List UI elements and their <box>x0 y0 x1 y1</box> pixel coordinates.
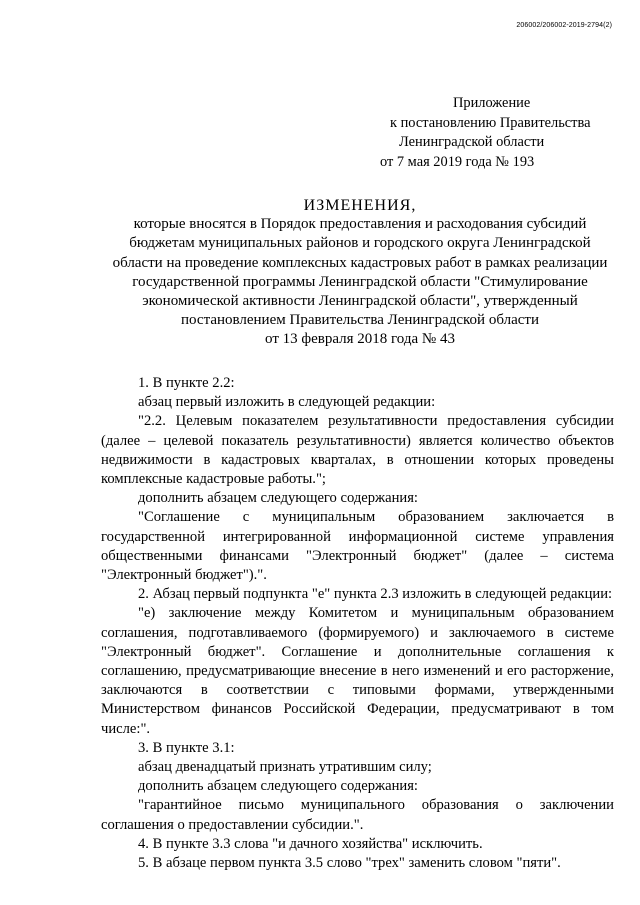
item-3-added-paragraph: "гарантийное письмо муниципального образования о заключении соглашения о предоставлении субсидии.". <box>101 797 614 833</box>
annex-header <box>380 94 590 172</box>
item-4: 4. В пункте 3.3 слова "и дачного хозяйства" исключить. <box>138 835 483 852</box>
item-1-instruction: абзац первый изложить в следующей редакции: <box>138 394 436 411</box>
item-3-repeal: абзац двенадцатый признать утратившим силу; <box>138 759 432 776</box>
item-5: 5. В абзаце первом пункта 3.5 слово "трех" заменить словом "пяти". <box>138 855 561 872</box>
document-title <box>80 196 640 350</box>
annex-line-date: от 7 мая 2019 года № 193 <box>380 153 535 170</box>
annex-line-decree: к постановлению Правительства <box>390 114 591 131</box>
title-main: ИЗМЕНЕНИЯ, <box>303 197 417 214</box>
annex-title: Приложение <box>453 95 531 111</box>
document-id: 206002/206002-2019-2794(2) <box>516 22 612 29</box>
title-line: экономической активности Ленинградской области", утвержденный <box>142 293 578 310</box>
item-1-addition: дополнить абзацем следующего содержания: <box>138 490 418 507</box>
item-3-heading: 3. В пункте 3.1: <box>138 739 235 756</box>
item-2-instruction: 2. Абзац первый подпункта "е" пункта 2.3 изложить в следующей редакции: <box>138 586 613 603</box>
item-3-addition: дополнить абзацем следующего содержания: <box>138 778 418 795</box>
title-line: государственной программы Ленинградской области "Стимулирование <box>132 273 588 290</box>
annex-line-region: Ленинградской области <box>399 134 545 150</box>
title-line: от 13 февраля 2018 года № 43 <box>265 331 455 348</box>
title-line: которые вносятся в Порядок предоставления и расходования субсидий <box>133 216 587 233</box>
document-body <box>101 374 614 873</box>
item-1-added-paragraph: "Соглашение с муниципальным образованием заключается в государственной интегрированной информационной системе управления общественными финансами "Электронный бюджет" (далее – система "Электронный бюджет").". <box>101 509 614 584</box>
title-line: постановлением Правительства Ленинградской области <box>181 312 539 329</box>
item-1-new-text: "2.2. Целевым показателем результативности предоставления субсидии (далее – целевой показатель результативности) является количество объектов недвижимости в кадастровых кварталах, в отношении которых проведены комплексные кадастровые работы."; <box>101 413 614 488</box>
title-line: бюджетам муниципальных районов и городского округа Ленинградской <box>129 235 591 252</box>
item-2-new-text: "е) заключение между Комитетом и муниципальным образованием соглашения, подготавливаемого (формируемого) и заключаемого в системе "Электронный бюджет". Соглашение и дополнительные соглашения к соглашению, предусматривающие внесение в него изменений и его расторжение, заключаются в соответствии с типовыми формами, утвержденными Министерством финансов Российской Федерации, предусматривают в том числе:". <box>101 605 614 737</box>
title-line: области на проведение комплексных кадастровых работ в рамках реализации <box>112 254 608 271</box>
item-1-heading: 1. В пункте 2.2: <box>138 375 235 391</box>
